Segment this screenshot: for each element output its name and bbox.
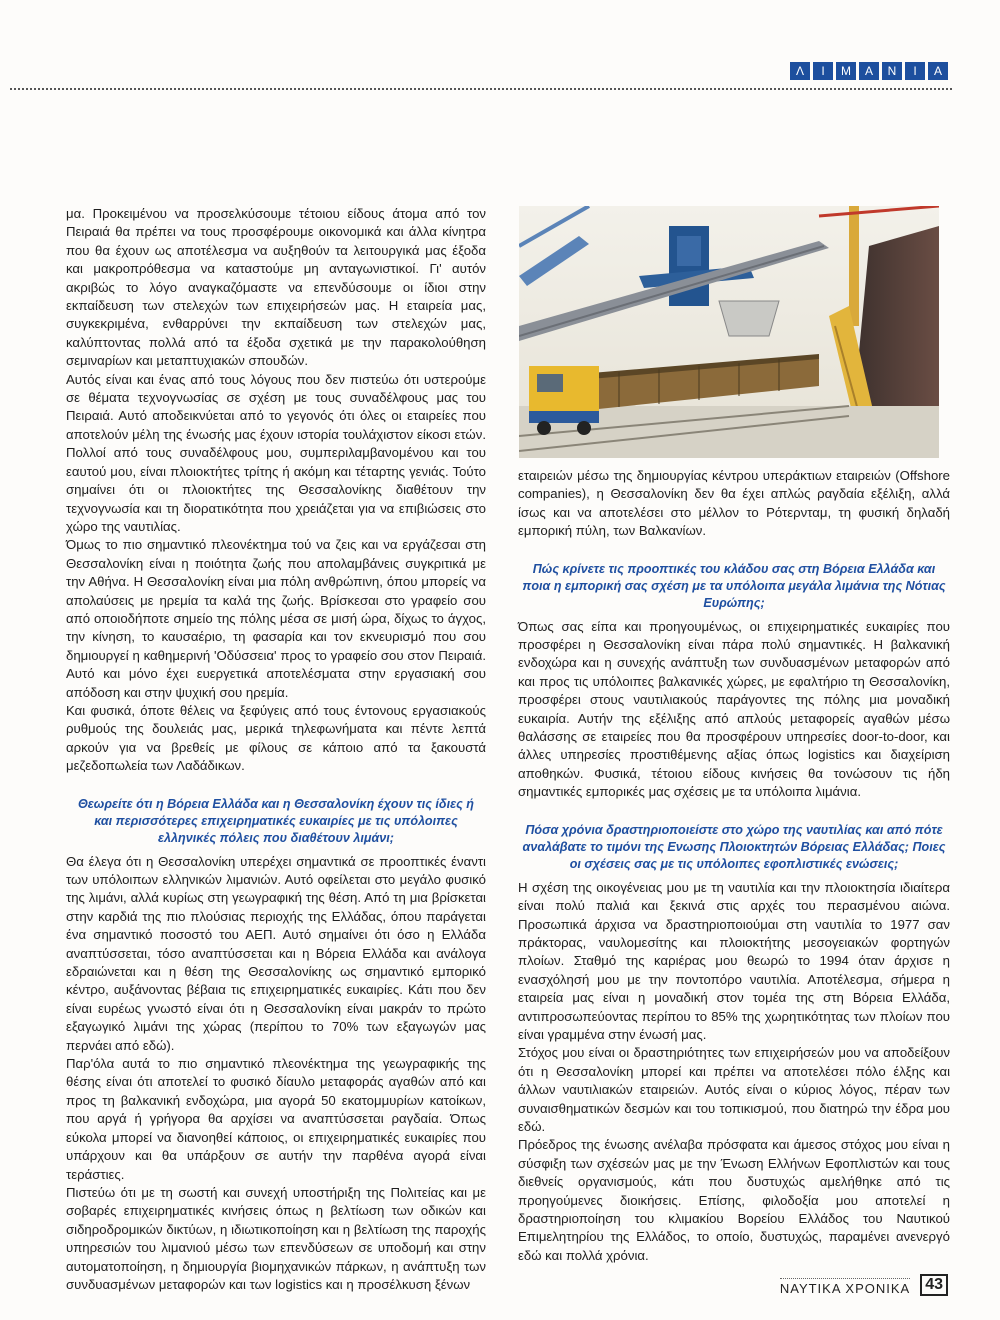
section-letter: Ν [882, 62, 902, 80]
port-cranes-illustration [519, 206, 939, 458]
paragraph: Θα έλεγα ότι η Θεσσαλονίκη υπερέχει σημαντικά σε προοπτικές έναντι των υπόλοιπων ελληνικών λιμανιών. Αυτό οφείλεται στο μεγάλο φυσικό της λιμάνι, αλλά κυρίως στη γεωγραφική της θέση. Από τη μια βρίσκεται στην καρδιά της πιο πλούσιας περιοχής της Ελλάδας, όπου παράγεται ένα σημαντικό ποσοστό του ΑΕΠ. Αυτό σημαίνει ότι όσο η Ελλάδα αναπτύσσεται, τόσο αναπτύσσεται και η Βόρεια Ελλάδα και ανάλογα εδραιώνεται και η θέση της Θεσσαλονίκης ως σημαντικό εμπορικό κέντρο, αυξάνοντας βέβαια τις επιχειρηματικές ευκαιρίες. Κάτι που δεν είναι ευρέως γνωστό είναι ότι η Θεσσαλονίκη είναι μακράν το πρώτο εξαγωγικό λιμάνι της χώρας (περίπου το 70% των εξαγωγών μας περνάει από εδώ). [66, 853, 486, 1053]
paragraph: Όπως σας είπα και προηγουμένως, οι επιχειρηματικές ευκαιρίες που προσφέρει η Θεσσαλονίκη είναι πάρα πολύ σημαντικές. Η βαλκανική ενδοχώρα και η συνεχής ανάπτυξη των συνδυασμένων μεταφορών από και προς τις υπόλοιπες βαλκανικές χώρες, με εφαλτήριο τη Θεσσαλονίκη, προσφέρει στους ναυτιλιακούς παράγοντες της πόλης μια μοναδική ευκαιρία. Αυτήν της εξέλιξης από απλούς μεταφορείς αγαθών μέσω θαλάσσης σε εταιρείες που θα προσφέρουν υπηρεσίες door-to-door, και άλλες υπηρεσίες προστιθέμενης αξίας όπως logistics και διαχείριση αποθηκών. Φυσικά, τέτοιου είδους κινήσεις θα τονώσουν τις ήδη σημαντικές εμπορικές μας σχέσεις με τα υπόλοιπα λιμάνια. [518, 618, 950, 800]
paragraph: Και φυσικά, όποτε θέλεις να ξεφύγεις από τους έντονους εργασιακούς ρυθμούς της δουλειάς μας, μερικά τηλεφωνήματα και πέντε λεπτά αρκούν για να βρεθείς με φίλους σε κάποιο από τα ξακουστά μεζεδοπωλεία των Λαδάδικων. [66, 702, 486, 774]
page-number: 43 [920, 1274, 948, 1296]
interview-question: Πόσα χρόνια δραστηριοποιείστε στο χώρο της ναυτιλίας και από πότε αναλάβατε το τιμόνι της Ενωσης Πλοιοκτητών Βόρειας Ελλάδας; Ποιες οι σχέσεις σας με τις υπόλοιπες εφοπλιστικές ενώσεις; [522, 822, 946, 871]
section-letter: Α [928, 62, 948, 80]
port-photo [519, 206, 939, 458]
paragraph: Η σχέση της οικογένειας μου με τη ναυτιλία και την πλοιοκτησία ιδιαίτερα είναι πολύ παλιά και ξεκινά στις αρχές του περασμένου αιώνα. Προσωπικά άρχισα να δραστηριοποιούμαι στη ναυτιλία το 1977 σαν πράκτορας, ναυλομεσίτης και πλοιοκτήτης μεσογειακών φορτηγών πλοίων. Σταθμό της καριέρας μου θεωρώ το 1994 όταν άρχισε η ενασχόλησή μου με την ποντοπόρο ναυτιλία. Αποτέλεσμα, σήμερα η εταιρεία μας είναι η μοναδική στον τομέα της στη Βόρεια Ελλάδα, αντιπροσωπεύοντας περίπου το 85% της χωρητικότητας των πλοίων που είναι γραμμένα στην ένωσή μας. [518, 879, 950, 1042]
section-letter: Α [859, 62, 879, 80]
paragraph: εταιρειών μέσω της δημιουργίας κέντρου υπεράκτιων εταιρειών (Offshore companies), η Θεσσαλονίκη δεν θα έχει απλώς ραγδαία εξέλιξη, αλλά ίσως και να αποτελέσει στο μέλλον το Ρότερνταμ, τη φυσική δηλαδή εμπορική πύλη, των Βαλκανίων. [518, 468, 950, 539]
paragraph: Πρόεδρος της ένωσης ανέλαβα πρόσφατα και άμεσος στόχος μου είναι η σύσφιξη των σχέσεών μας με την Ένωση Ελλήνων Εφοπλιστών και τους διεθνείς οργανισμούς, κάτι που δυστυχώς αμελήθηκε από τις προηγούμενες διοικήσεις. Επίσης, φιλοδοξία μου αποτελεί η δραστηριοποίηση του κλιμακίου Βορείου Ελλάδος του Ναυτικού Επιμελητηρίου της Ελλάδος, το οποίο, δυστυχώς, παραμένει ανενεργό εδώ και πολλά χρόνια. [518, 1137, 950, 1263]
paragraph: Στόχος μου είναι οι δραστηριότητες των επιχειρήσεών μου να αποδείξουν ότι η Θεσσαλονίκη μπορεί και πρέπει να αποτελέσει πόλο έλξης και άλλων ναυτιλιακών εταιρειών. Αυτός είναι ο κύριος λόγος, πέραν των συναισθηματικών δεσμών και του τοπικισμού, που διατηρώ την έδρα μου εδώ. [518, 1045, 950, 1134]
paragraph: Πιστεύω ότι με τη σωστή και συνεχή υποστήριξη της Πολιτείας και με σοβαρές επιχειρηματικές κινήσεις όπως η βελτίωση των οδικών και σιδηροδρομικών δικτύων, η ιδιωτικοποίηση και η βελτίωση της παροχής υπηρεσιών του λιμανιού μέσω των επενδύσεων σε υποδομή και στην αυτοματοποίηση, η δημιουργία βιομηχανικών πάρκων, η ανάπτυξη των συνδυασμένων μεταφορών και των logistics και η προσέλκυση ξένων [66, 1184, 486, 1292]
section-letter: Μ [836, 62, 856, 80]
section-tag [790, 62, 948, 80]
interview-question: Πώς κρίνετε τις προοπτικές του κλάδου σας στη Βόρεια Ελλάδα και ποια η εμπορική σας σχέση με τα υπόλοιπα μεγάλα λιμάνια της Νότιας Ευρώπης; [522, 561, 946, 610]
paragraph: Όμως το πιο σημαντικό πλεονέκτημα τού να ζεις και να εργάζεσαι στη Θεσσαλονίκη είναι η ποιότητα ζωής που απολαμβάνεις συγκριτικά με την Αθήνα. Η Θεσσαλονίκη είναι μια πόλη ανθρώπινη, όπου μπορείς να απολαύσεις με ηρεμία τα καλά της ζωής. Βρίσκεσαι στο γραφείο σου από οποιοδήποτε σημείο της πόλης μέσα σε μισή ώρα, δίχως το άγχος, την κίνηση, το καυσαέριο, τη φασαρία και τον εκνευρισμό που σου δημιουργεί η καθημερινή 'Οδύσσεια' προς το γραφείο σου στον Πειραιά. Αυτό και μόνο έχει ευεργετικά αποτελέσματα στην εργασιακή σου απόδοση και στην ψυχική σου ηρεμία. [66, 537, 486, 700]
paragraph: Παρ'όλα αυτά το πιο σημαντικό πλεονέκτημα της γεωγραφικής της θέσης είναι ότι αποτελεί το φυσικό δίαυλο μεταφοράς αγαθών από και προς τη βαλκανική ενδοχώρα, μια αγορά 50 εκατομμυρίων κατοίκων, που αργά ή γρήγορα θα αρχίσει να αναπτύσσεται ραγδαία. Όπως εύκολα μπορεί να διανοηθεί κάποιος, οι επιχειρηματικές ευκαιρίες που υπάρχουν και θα υπάρξουν σε αυτήν την παρθένα αγορά είναι τεράστιες. [66, 1056, 486, 1182]
magazine-name: ΝΑΥΤΙΚΑ ΧΡΟΝΙΚΑ [780, 1278, 910, 1296]
interview-question: Θεωρείτε ότι η Βόρεια Ελλάδα και η Θεσσαλονίκη έχουν τις ίδιες ή και περισσότερες επιχειρηματικές ευκαιρίες με τις υπόλοιπες ελληνικές πόλεις που διαθέτουν λιμάνι; [77, 796, 474, 845]
right-column [518, 467, 950, 1265]
header-rule [10, 88, 952, 90]
paragraph: μα. Προκειμένου να προσελκύσουμε τέτοιου είδους άτομα από τον Πειραιά θα πρέπει να τους προσφέρουμε οικονομικά και άλλα κίνητρα που θα έχουν ως αποτέλεσμα να αυξηθούν τα λειτουργικά μας έξοδα και μακροπρόθεσμα να καταστούμε μη ανταγωνιστικοί. Γι' αυτόν ακριβώς το λόγο αναγκαζόμαστε να επενδύσουμε οι ίδιοι στην εκπαίδευση των στελεχών των επιχειρήσεών μας. Η εταιρεία μας, συγκεκριμένα, ενθαρρύνει την εκπαίδευση των στελεχών μας, καλύπτοντας πολλά από τα έξοδα σχετικά με την παρακολούθηση σεμιναρίων και μεταπτυχιακών σπουδών. [66, 206, 486, 369]
section-letter: Ι [905, 62, 925, 80]
left-column [66, 205, 486, 1294]
section-letter: Ι [813, 62, 833, 80]
page-footer [780, 1274, 948, 1296]
paragraph: Αυτός είναι και ένας από τους λόγους που δεν πιστεύω ότι υστερούμε σε θέματα τεχνογνωσίας σε σχέση με τους συναδέλφους μας του Πειραιά. Αυτό αποδεικνύεται από το γεγονός ότι όλες οι εταιρείες που αποτελούν μέλη της ένωσής μας έχουν ιστορία τουλάχιστον είκοσι ετών. Πολλοί από τους συναδέλφους μου, συμπεριλαμβανομένου και του εαυτού μου, είναι πλοιοκτήτες τρίτης ή ακόμη και τέταρτης γενιάς. Τούτο σημαίνει ότι οι πλοιοκτήτες της Θεσσαλονίκης διαθέτουν την τεχνογνωσία και τη διορατικότητα που χρειάζεται για να επιβιώσεις στο χώρο της ναυτιλίας. [66, 371, 486, 534]
section-letter: Λ [790, 62, 810, 80]
